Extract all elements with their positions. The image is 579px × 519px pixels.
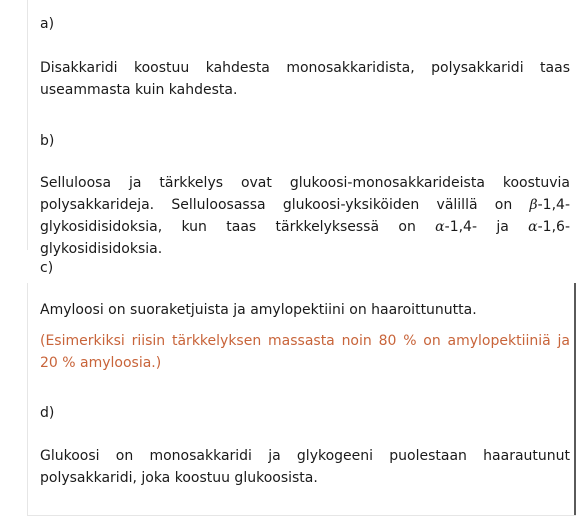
section-c-label: c) — [40, 260, 54, 276]
bottom-divider — [27, 515, 576, 516]
section-b-text-part1: Selluloosa ja tärkkelys ovat glukoosi-monosakkarideista koostuvia polysakkarideja. Selluloosassa glukoosi-yksiköiden välillä on — [40, 175, 570, 213]
beta-symbol: β — [529, 197, 538, 213]
section-b-text-part4: -1,6- glykosidisidoksia. — [40, 219, 570, 257]
left-divider-top — [27, 0, 28, 250]
section-c-text: Amyloosi on suoraketjuista ja amylopektiini on haaroittunutta. — [40, 302, 477, 318]
section-b-text — [40, 172, 570, 260]
left-divider-bottom — [27, 283, 28, 516]
section-a-label: a) — [40, 16, 55, 32]
section-c-note: (Esimerkiksi riisin tärkkelyksen massasta noin 80 % on amylopektiiniä ja 20 % amyloosia.) — [40, 333, 570, 371]
section-b-label: b) — [40, 133, 55, 149]
right-divider — [574, 283, 576, 516]
section-b-text-part3: -1,4- ja — [444, 219, 529, 235]
alpha-symbol-2: α — [528, 219, 538, 235]
section-d-label: d) — [40, 405, 55, 421]
section-d-text: Glukoosi on monosakkaridi ja glykogeeni puolestaan haarautunut polysakkaridi, joka koostuu glukoosista. — [40, 448, 570, 486]
alpha-symbol-1: α — [435, 219, 445, 235]
section-b-text-part2: -1,4-glykosidisidoksia, kun taas tärkkelyksessä on — [40, 197, 570, 235]
section-a-text: Disakkaridi koostuu kahdesta monosakkaridista, polysakkaridi taas useammasta kuin kahdesta. — [40, 60, 570, 98]
